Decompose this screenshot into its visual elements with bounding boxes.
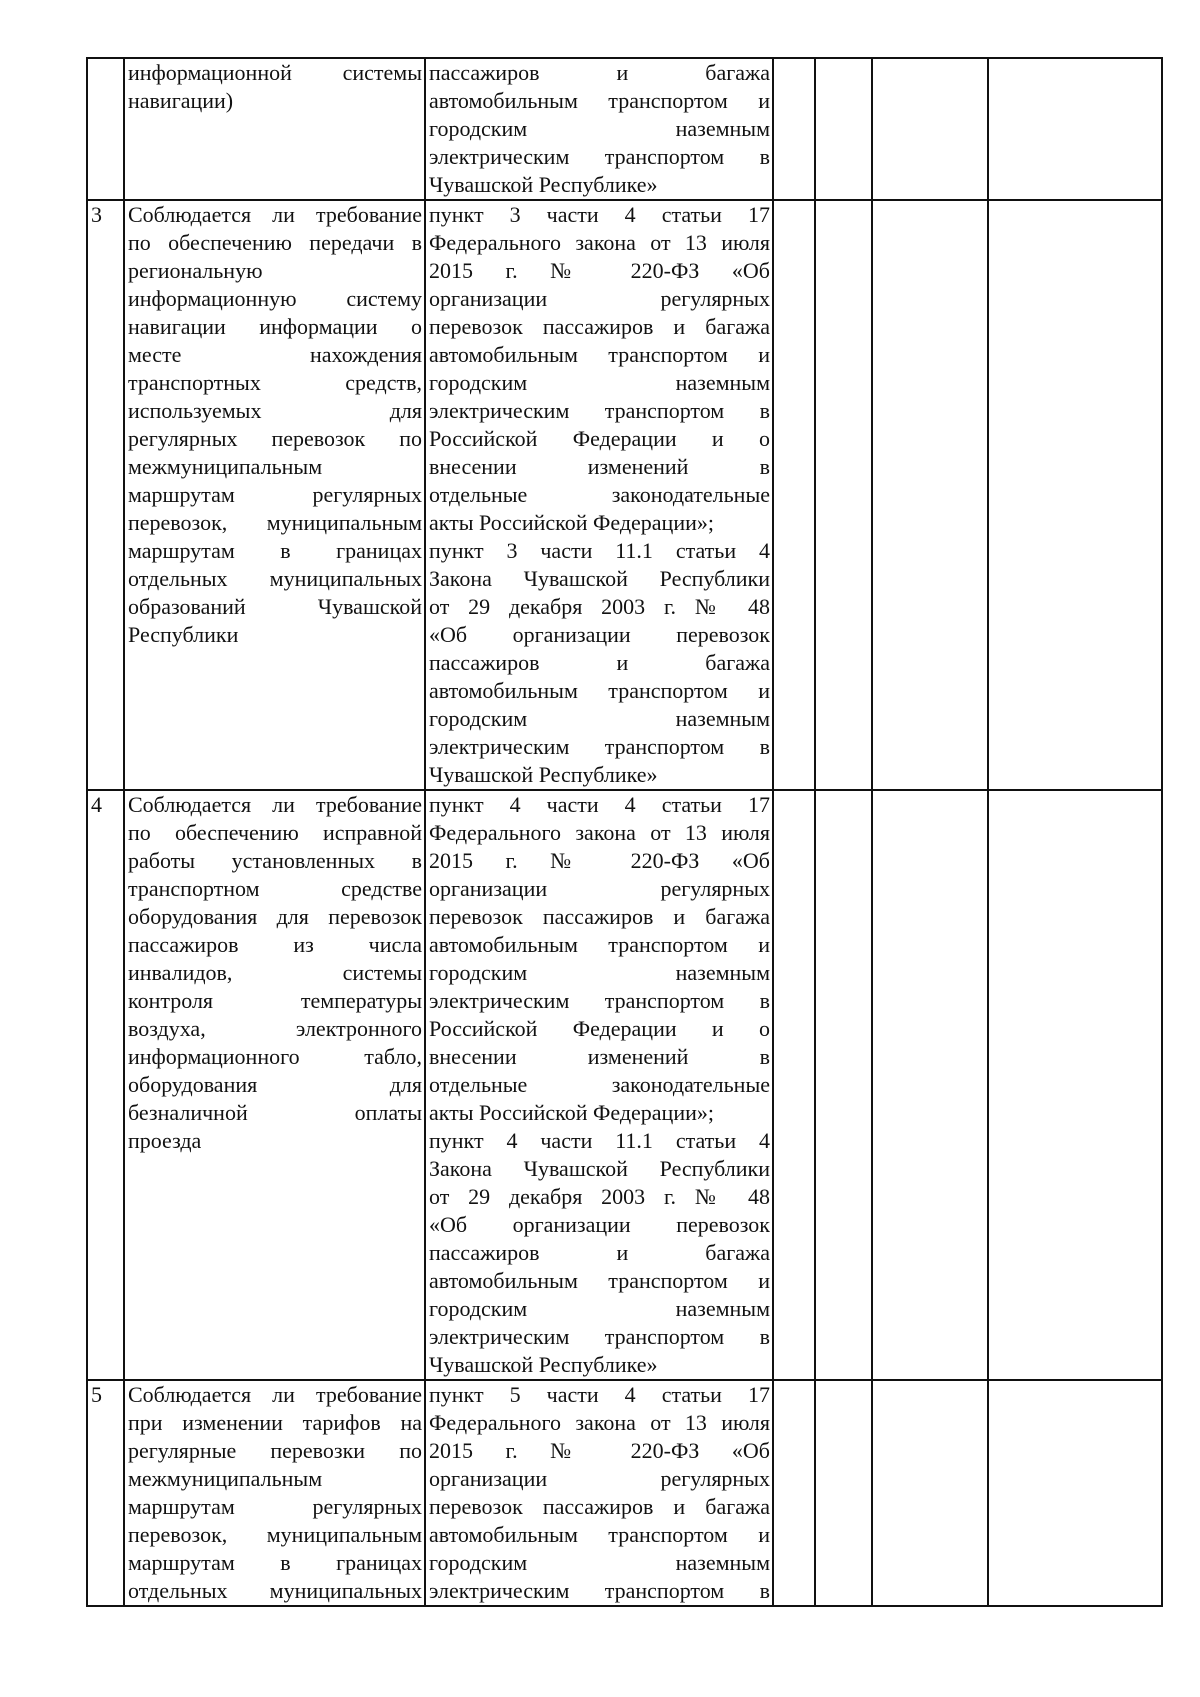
paragraph xyxy=(429,1381,770,1605)
text-line: пункт 4 части 11.1 статьи 4 xyxy=(429,1128,770,1153)
text-line: электрическим транспортом в xyxy=(429,398,770,423)
text-line: регулярные перевозки по xyxy=(128,1438,422,1463)
text-line: внесении изменений в xyxy=(429,1044,770,1069)
legal-basis-cell xyxy=(425,790,773,1380)
text-line: Республики xyxy=(128,622,239,647)
text-line: пункт 4 части 4 статьи 17 xyxy=(429,792,770,817)
text-line: маршрутам регулярных xyxy=(128,1494,422,1519)
item-number: 3 xyxy=(91,202,102,227)
text-line: автомобильным транспортом и xyxy=(429,678,770,703)
text-line: электрическим транспортом в xyxy=(429,734,770,759)
text-line: отдельных муниципальных xyxy=(128,566,422,591)
text-line: перевозок пассажиров и багажа xyxy=(429,904,770,929)
paragraph xyxy=(429,1127,770,1379)
text-line: оборудования для xyxy=(128,1072,422,1097)
text-line: межмуниципальным xyxy=(128,454,323,479)
text-line: отдельных муниципальных xyxy=(128,1578,422,1603)
blank-cell-col6 xyxy=(872,200,988,790)
text-line: регулярных перевозок по xyxy=(128,426,422,451)
text-line: Российской Федерации и о xyxy=(429,1016,770,1041)
text-line: городским наземным xyxy=(429,370,770,395)
text-line: перевозок, муниципальным xyxy=(128,510,422,535)
text-line: «Об организации перевозок xyxy=(429,622,770,647)
text-line: городским наземным xyxy=(429,1550,770,1575)
paragraph xyxy=(128,791,422,1155)
text-line: Чувашской Республике» xyxy=(429,172,658,197)
text-line: отдельные законодательные xyxy=(429,1072,770,1097)
item-number-cell xyxy=(87,58,124,200)
text-line: электрическим транспортом в xyxy=(429,988,770,1013)
text-line: электрическим транспортом в xyxy=(429,1578,770,1603)
text-line: Федерального закона от 13 июля xyxy=(429,230,770,255)
table-row xyxy=(87,790,1162,1380)
text-line: информационной системы xyxy=(128,60,422,85)
text-line: транспортных средств, xyxy=(128,370,422,395)
text-line: организации регулярных xyxy=(429,286,770,311)
blank-cell-col4 xyxy=(773,790,815,1380)
text-line: от 29 декабря 2003 г. № 48 xyxy=(429,1184,770,1209)
blank-cell-col7 xyxy=(988,1380,1162,1606)
text-line: пассажиров и багажа xyxy=(429,60,770,85)
text-line: региональную xyxy=(128,258,263,283)
text-line: пункт 3 части 11.1 статьи 4 xyxy=(429,538,770,563)
text-line: Соблюдается ли требование xyxy=(128,202,422,227)
table-body xyxy=(87,58,1162,1606)
text-line: автомобильным транспортом и xyxy=(429,342,770,367)
item-number: 5 xyxy=(91,1382,102,1407)
text-line: акты Российской Федерации»; xyxy=(429,1100,714,1125)
text-line: информационного табло, xyxy=(128,1044,422,1069)
text-line: автомобильным транспортом и xyxy=(429,1268,770,1293)
text-line: Соблюдается ли требование xyxy=(128,792,422,817)
table-row xyxy=(87,200,1162,790)
text-line: Соблюдается ли требование xyxy=(128,1382,422,1407)
paragraph xyxy=(429,201,770,537)
text-line: Федерального закона от 13 июля xyxy=(429,820,770,845)
legal-basis-cell xyxy=(425,58,773,200)
text-line: внесении изменений в xyxy=(429,454,770,479)
text-line: Федерального закона от 13 июля xyxy=(429,1410,770,1435)
text-line: навигации информации о xyxy=(128,314,422,339)
text-line: акты Российской Федерации»; xyxy=(429,510,714,535)
blank-cell-col5 xyxy=(815,58,872,200)
legal-basis-cell xyxy=(425,1380,773,1606)
text-line: межмуниципальным xyxy=(128,1466,323,1491)
text-line: по обеспечению исправной xyxy=(128,820,422,845)
text-line: навигации) xyxy=(128,88,234,113)
text-line: Закона Чувашской Республики xyxy=(429,1156,770,1181)
text-line: работы установленных в xyxy=(128,848,422,873)
requirement-cell xyxy=(124,200,425,790)
text-line: городским наземным xyxy=(429,1296,770,1321)
text-line: при изменении тарифов на xyxy=(128,1410,422,1435)
requirement-cell xyxy=(124,58,425,200)
item-number: 4 xyxy=(91,792,102,817)
text-line: маршрутам в границах xyxy=(128,538,422,563)
text-line: Чувашской Республике» xyxy=(429,762,658,787)
table-row xyxy=(87,1380,1162,1606)
text-line: информационную систему xyxy=(128,286,422,311)
legal-basis-cell xyxy=(425,200,773,790)
text-line: пункт 5 части 4 статьи 17 xyxy=(429,1382,770,1407)
text-line: перевозок, муниципальным xyxy=(128,1522,422,1547)
blank-cell-col7 xyxy=(988,58,1162,200)
item-number-cell xyxy=(87,200,124,790)
text-line: городским наземным xyxy=(429,960,770,985)
paragraph xyxy=(429,59,770,199)
text-line: Чувашской Республике» xyxy=(429,1352,658,1377)
table-row xyxy=(87,58,1162,200)
text-line: городским наземным xyxy=(429,706,770,731)
text-line: пассажиров из числа xyxy=(128,932,422,957)
text-line: перевозок пассажиров и багажа xyxy=(429,314,770,339)
text-line: автомобильным транспортом и xyxy=(429,88,770,113)
blank-cell-col4 xyxy=(773,200,815,790)
text-line: безналичной оплаты xyxy=(128,1100,422,1125)
paragraph xyxy=(429,537,770,789)
text-line: месте нахождения xyxy=(128,342,422,367)
text-line: Российской Федерации и о xyxy=(429,426,770,451)
item-number-cell xyxy=(87,1380,124,1606)
text-line: пассажиров и багажа xyxy=(429,1240,770,1265)
item-number-cell xyxy=(87,790,124,1380)
paragraph xyxy=(128,201,422,649)
blank-cell-col7 xyxy=(988,200,1162,790)
text-line: образований Чувашской xyxy=(128,594,422,619)
text-line: контроля температуры xyxy=(128,988,422,1013)
checklist-table xyxy=(86,57,1163,1607)
text-line: организации регулярных xyxy=(429,1466,770,1491)
text-line: 2015 г. № 220-ФЗ «Об xyxy=(429,258,770,283)
blank-cell-col5 xyxy=(815,1380,872,1606)
requirement-cell xyxy=(124,1380,425,1606)
text-line: оборудования для перевозок xyxy=(128,904,422,929)
blank-cell-col5 xyxy=(815,200,872,790)
text-line: инвалидов, системы xyxy=(128,960,422,985)
text-line: 2015 г. № 220-ФЗ «Об xyxy=(429,848,770,873)
text-line: городским наземным xyxy=(429,116,770,141)
text-line: маршрутам регулярных xyxy=(128,482,422,507)
text-line: «Об организации перевозок xyxy=(429,1212,770,1237)
requirement-cell xyxy=(124,790,425,1380)
text-line: транспортном средстве xyxy=(128,876,422,901)
text-line: пассажиров и багажа xyxy=(429,650,770,675)
blank-cell-col6 xyxy=(872,790,988,1380)
text-line: маршрутам в границах xyxy=(128,1550,422,1575)
paragraph xyxy=(128,1381,422,1605)
text-line: автомобильным транспортом и xyxy=(429,932,770,957)
text-line: электрическим транспортом в xyxy=(429,144,770,169)
blank-cell-col7 xyxy=(988,790,1162,1380)
text-line: используемых для xyxy=(128,398,422,423)
text-line: Закона Чувашской Республики xyxy=(429,566,770,591)
text-line: электрическим транспортом в xyxy=(429,1324,770,1349)
paragraph xyxy=(429,791,770,1127)
text-line: пункт 3 части 4 статьи 17 xyxy=(429,202,770,227)
text-line: по обеспечению передачи в xyxy=(128,230,422,255)
text-line: перевозок пассажиров и багажа xyxy=(429,1494,770,1519)
text-line: воздуха, электронного xyxy=(128,1016,422,1041)
text-line: от 29 декабря 2003 г. № 48 xyxy=(429,594,770,619)
text-line: организации регулярных xyxy=(429,876,770,901)
blank-cell-col5 xyxy=(815,790,872,1380)
blank-cell-col6 xyxy=(872,1380,988,1606)
text-line: автомобильным транспортом и xyxy=(429,1522,770,1547)
blank-cell-col6 xyxy=(872,58,988,200)
blank-cell-col4 xyxy=(773,58,815,200)
text-line: проезда xyxy=(128,1128,202,1153)
blank-cell-col4 xyxy=(773,1380,815,1606)
paragraph xyxy=(128,59,422,115)
text-line: отдельные законодательные xyxy=(429,482,770,507)
text-line: 2015 г. № 220-ФЗ «Об xyxy=(429,1438,770,1463)
